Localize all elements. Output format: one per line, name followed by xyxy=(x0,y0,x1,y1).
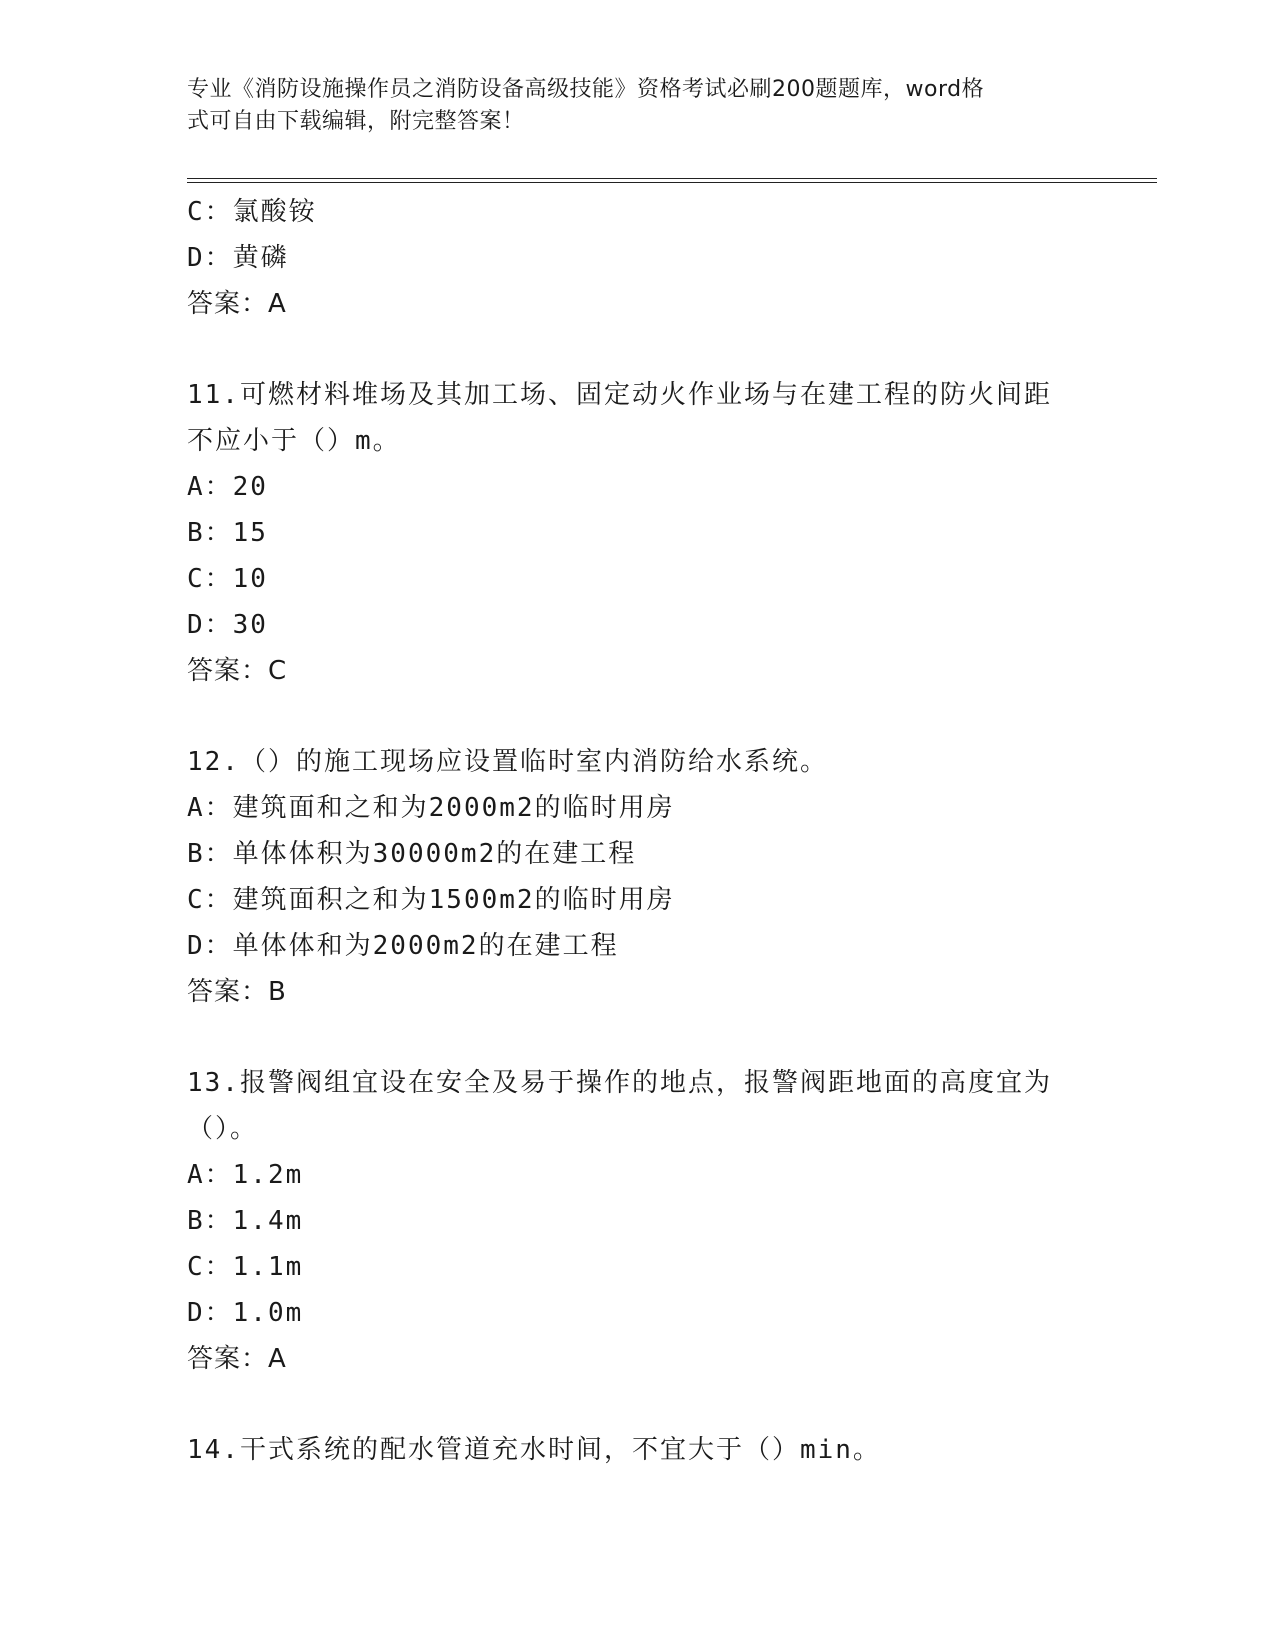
question-stem: 不应小于（）m。 xyxy=(187,426,401,456)
question-11 xyxy=(187,372,1087,694)
answer-line: 答案：A xyxy=(187,289,287,319)
option-b: B：15 xyxy=(187,518,268,548)
question-stem: 14.干式系统的配水管道充水时间，不宜大于（）min。 xyxy=(187,1435,881,1465)
option-c: C：1.1m xyxy=(187,1252,304,1282)
option-d: D：黄磷 xyxy=(187,243,289,273)
question-continuation xyxy=(187,189,1087,327)
header-divider xyxy=(187,178,1157,183)
option-a: A：20 xyxy=(187,472,268,502)
question-14 xyxy=(187,1427,1087,1473)
option-a: A：建筑面和之和为2000m2的临时用房 xyxy=(187,793,675,823)
question-list xyxy=(187,189,1087,1473)
option-c: C：氯酸铵 xyxy=(187,197,317,227)
answer-line: 答案：C xyxy=(187,656,288,686)
option-d: D：1.0m xyxy=(187,1298,304,1328)
answer-line: 答案：B xyxy=(187,977,287,1007)
option-c: C：建筑面积之和为1500m2的临时用房 xyxy=(187,885,675,915)
question-stem: （）。 xyxy=(187,1114,259,1144)
header-line: 专业《消防设施操作员之消防设备高级技能》资格考试必刷200题题库，word格 xyxy=(187,77,985,102)
question-stem: 12.（）的施工现场应设置临时室内消防给水系统。 xyxy=(187,747,828,777)
option-c: C：10 xyxy=(187,564,268,594)
question-12 xyxy=(187,739,1087,1015)
question-stem: 11.可燃材料堆场及其加工场、固定动火作业场与在建工程的防火间距 xyxy=(187,380,1052,410)
answer-line: 答案：A xyxy=(187,1344,287,1374)
option-d: D：单体体和为2000m2的在建工程 xyxy=(187,931,619,961)
question-stem: 13.报警阀组宜设在安全及易于操作的地点，报警阀距地面的高度宜为 xyxy=(187,1068,1052,1098)
option-d: D：30 xyxy=(187,610,268,640)
option-b: B：单体体积为30000m2的在建工程 xyxy=(187,839,637,869)
question-13 xyxy=(187,1060,1087,1382)
option-b: B：1.4m xyxy=(187,1206,304,1236)
document-header xyxy=(187,74,1067,138)
option-a: A：1.2m xyxy=(187,1160,304,1190)
header-line: 式可自由下载编辑，附完整答案！ xyxy=(187,109,525,134)
